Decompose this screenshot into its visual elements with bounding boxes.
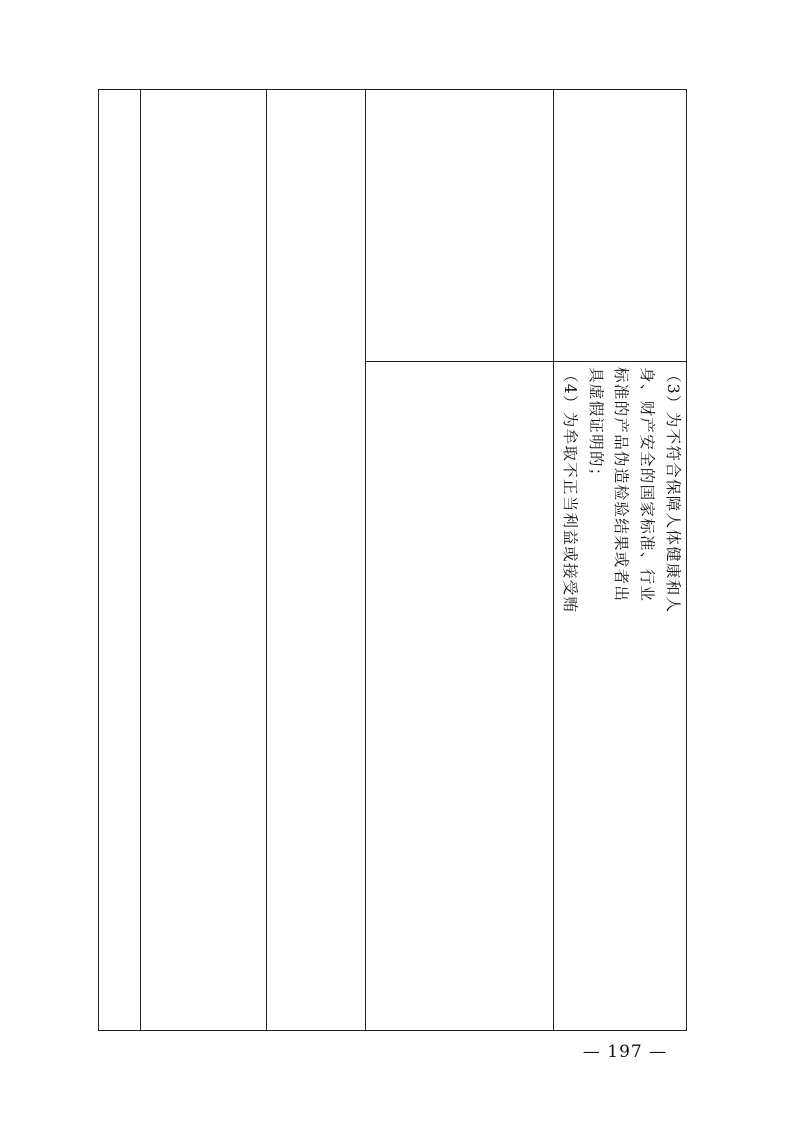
text-line: （4）为牟取不正当利益或接受贿 — [560, 367, 579, 614]
text-line: 标准的产品伪造检验结果或者出 — [612, 367, 631, 603]
page-number: — 197 — — [582, 1042, 668, 1062]
text-line: （3）为不符合保障人体健康和人 — [664, 367, 682, 614]
col-line-behavior — [266, 89, 267, 1031]
col-line-serial — [140, 89, 141, 1031]
text-line: 身、财产安全的国家标准、行业 — [638, 367, 657, 603]
group-1-condition — [553, 361, 687, 641]
col-line-basis — [365, 89, 366, 1031]
text-line: 具虚假证明的； — [586, 367, 605, 485]
